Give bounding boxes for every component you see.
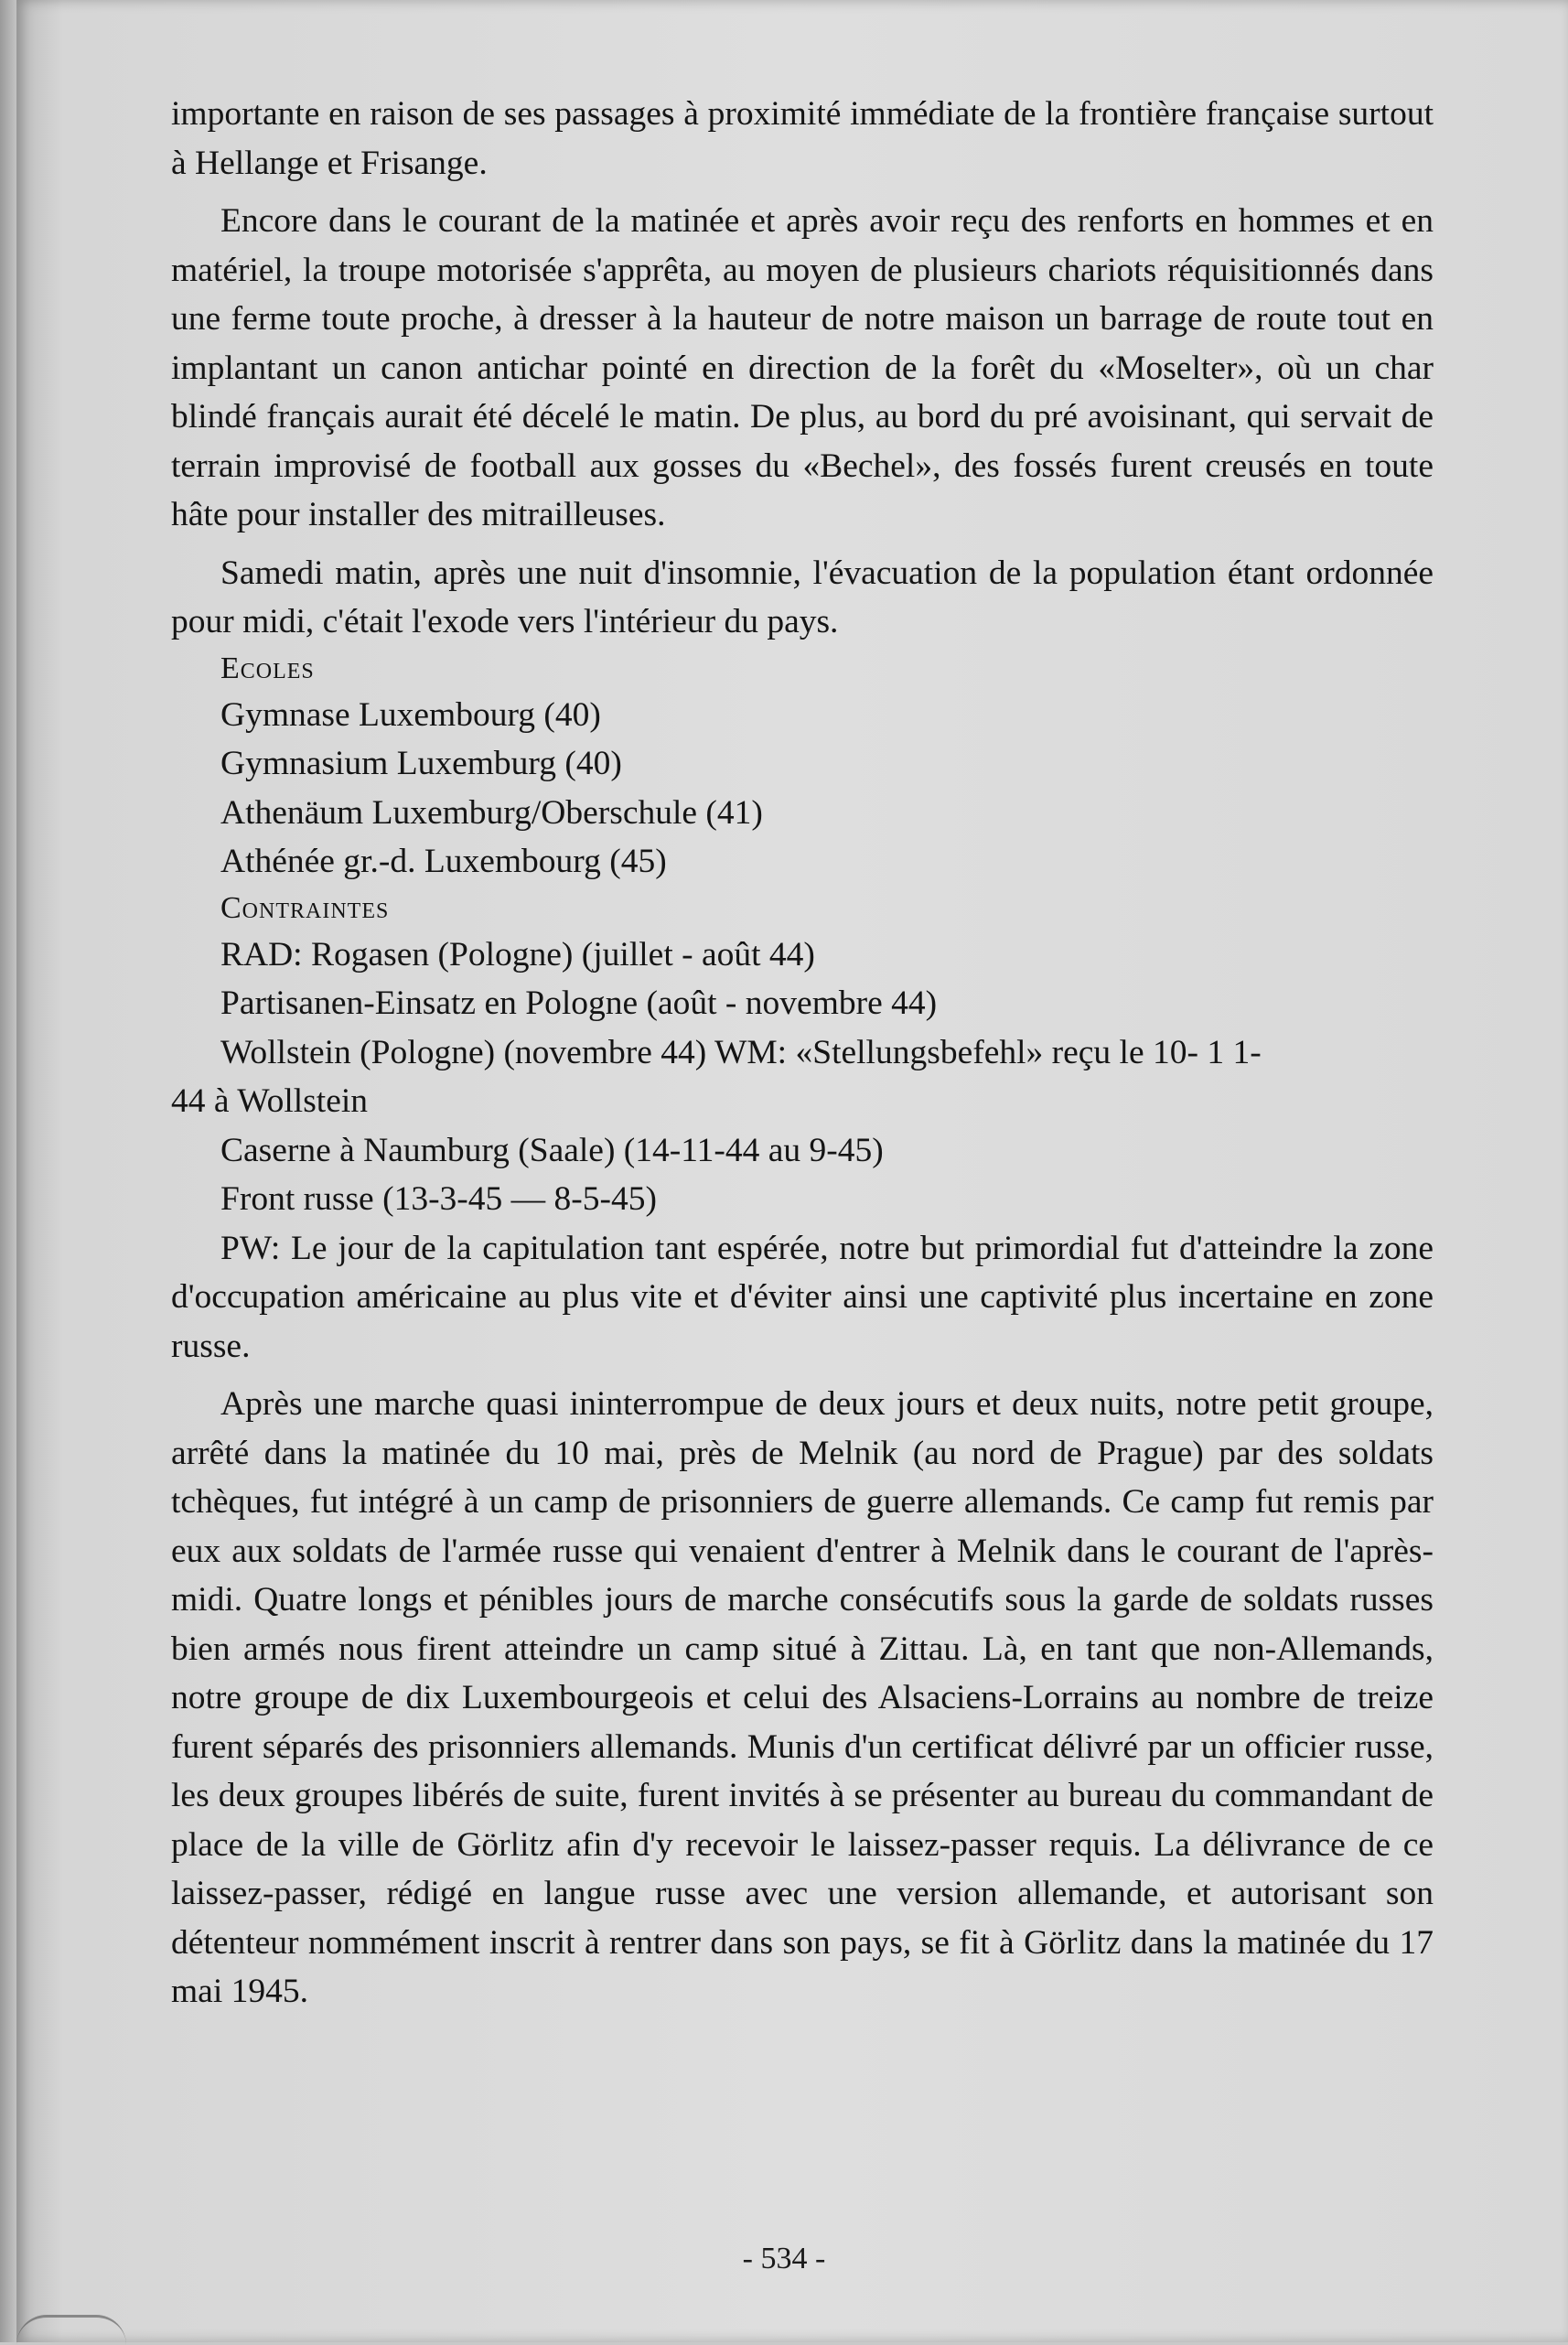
page-number: - 534 - — [742, 2242, 826, 2275]
paragraph-pw: PW: Le jour de la capitulation tant espérée, notre but primordial fut d'atteindre la zone d'occupation américaine au plus vite et d'éviter ainsi une captivité plus incertaine en zone russe. — [171, 1229, 1434, 1365]
heading-contraintes: Contraintes — [220, 890, 390, 925]
page-body — [171, 90, 1434, 2017]
ecole-item: Athénée gr.-d. Luxembourg (45) — [220, 843, 667, 880]
heading-ecoles: Ecoles — [220, 651, 315, 685]
contrainte-item: Partisanen-Einsatz en Pologne (août - novembre 44) — [220, 984, 938, 1022]
paragraph-continued: importante en raison de ses passages à proximité immédiate de la frontière française surtout à Hellange et Frisange. — [171, 95, 1434, 182]
ecole-item: Gymnasium Luxemburg (40) — [220, 745, 622, 782]
paragraph-samedi: Samedi matin, après une nuit d'insomnie, l'évacuation de la population étant ordonnée pour midi, c'était l'exode vers l'intérieur du pays. — [171, 554, 1434, 640]
ecole-item: Gymnase Luxembourg (40) — [220, 695, 601, 734]
wollstein-line-2: 44 à Wollstein — [171, 1082, 369, 1120]
book-gutter — [0, 0, 16, 2342]
contrainte-item-wollstein — [171, 1028, 1434, 1126]
page-curl-decoration — [16, 2315, 126, 2345]
contrainte-item: Caserne à Naumburg (Saale) (14-11-44 au 9-45) — [220, 1131, 884, 1169]
wollstein-line-1: Wollstein (Pologne) (novembre 44) WM: «Stellungsbefehl» reçu le 10- 1 1- — [220, 1033, 1262, 1071]
contrainte-item: Front russe (13-3-45 — 8-5-45) — [220, 1180, 658, 1218]
ecole-item: Athenäum Luxemburg/Oberschule (41) — [220, 793, 763, 832]
paragraph-renforts: Encore dans le courant de la matinée et après avoir reçu des renforts en hommes et en matériel, la troupe motorisée s'apprêta, au moyen de plusieurs chariots réquisitionnés dans une ferme toute proche, à dresser à la hauteur de notre maison un barrage de route tout en implantant un canon antichar pointé en direction de la forêt du «Moselter», où un char blindé français aurait été décelé le matin. De plus, au bord du pré avoisinant, qui servait de terrain improvisé de football aux gosses du «Bechel», des fossés furent creusés en toute hâte pour installer des mitrailleuses. — [171, 202, 1434, 533]
paragraph-marche: Après une marche quasi ininterrompue de deux jours et deux nuits, notre petit groupe, arrêté dans la matinée du 10 mai, près de Melnik (au nord de Prague) par des soldats tchèques, fut intégré à un camp de prisonniers de guerre allemands. Ce camp fut remis par eux aux soldats de l'armée russe qui venaient d'entrer à Melnik dans le courant de l'après-midi. Quatre longs et pénibles jours de marche consécutifs sous la garde de soldats russes bien armés nous firent atteindre un camp situé à Zittau. Là, en tant que non-Allemands, notre groupe de dix Luxembourgeois et celui des Alsaciens-Lorrains au nombre de treize furent séparés des prisonniers allemands. Munis d'un certificat délivré par un officier russe, les deux groupes libérés de suite, furent invités à se présenter au bureau du commandant de place de la ville de Görlitz afin d'y recevoir le laissez-passer requis. La délivrance de ce laissez-passer, rédigé en langue russe avec une version allemande, et autorisant son détenteur nommément inscrit à rentrer dans son pays, se fit à Görlitz dans la matinée du 17 mai 1945. — [171, 1385, 1434, 2010]
contrainte-item: RAD: Rogasen (Pologne) (juillet - août 44) — [220, 935, 815, 973]
